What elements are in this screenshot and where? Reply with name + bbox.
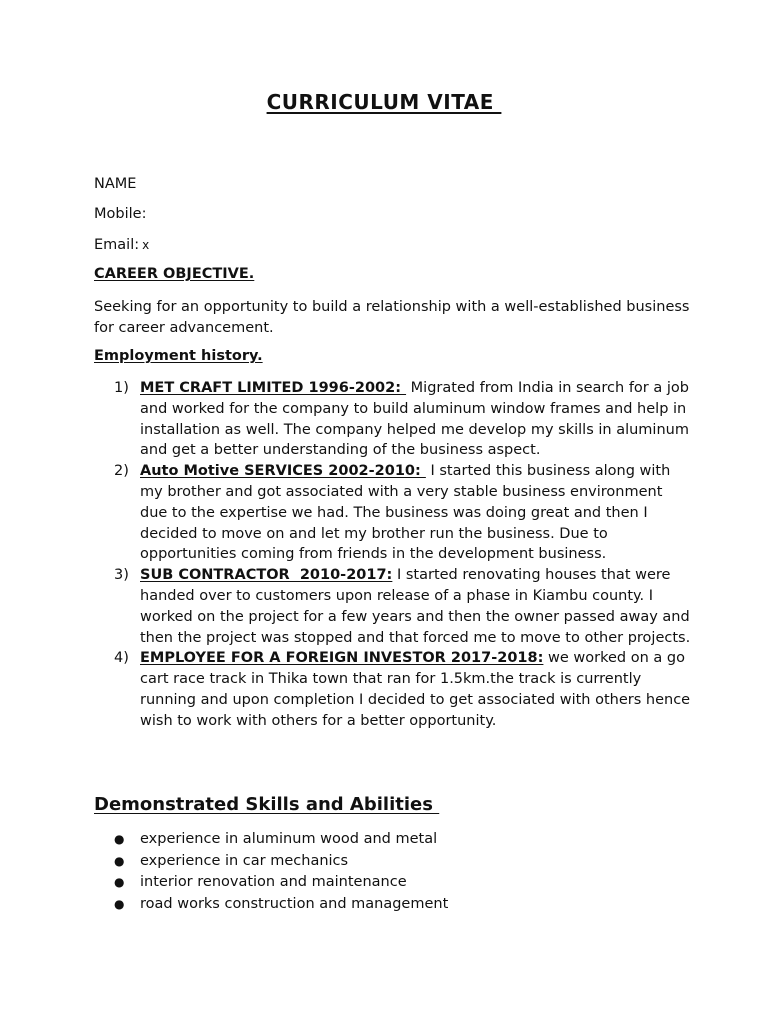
mobile-label: Mobile:	[94, 206, 147, 222]
job-number: 1)	[114, 380, 129, 396]
job-number: 2)	[114, 463, 129, 480]
email-field	[94, 235, 149, 255]
job-description: I started this business along with my brother and got associated with a very stable business environment due to the expertise we had. The business was doing great and then I decided to move on and let my brother run the business. Due to opportunities coming from friends in the development business.	[140, 463, 671, 563]
job-item	[94, 565, 694, 648]
skill-item	[94, 872, 448, 894]
job-description: we worked on a go cart race track in Thika town that ran for 1.5km.the track is currently running and upon completion I decided to get associated with others hence wish to work with others for a better opportunity.	[140, 650, 691, 729]
skill-item	[94, 851, 448, 873]
document-title-text: CURRICULUM VITAE	[266, 90, 502, 114]
bullet-icon: ●	[114, 896, 125, 911]
job-description: I started renovating houses that were handed over to customers upon release of a phase in Kiambu county. I worked on the project for a few years and then the owner passed away and then the project was stopped and that forced me to move to other projects.	[140, 567, 691, 646]
job-number: 4)	[114, 650, 129, 667]
skills-heading-text: Demonstrated Skills and Abilities	[94, 794, 440, 815]
job-title: MET CRAFT LIMITED 1996-2002:	[140, 380, 407, 396]
employment-list	[94, 378, 694, 732]
email-value: x	[142, 238, 150, 252]
skill-text: interior renovation and maintenance	[140, 874, 407, 890]
job-title: SUB CONTRACTOR 2010-2017:	[140, 567, 393, 584]
job-title: Auto Motive SERVICES 2002-2010:	[140, 463, 426, 480]
mobile-field	[94, 204, 146, 224]
bullet-icon: ●	[114, 853, 125, 868]
skills-list	[94, 829, 448, 915]
skills-heading	[94, 794, 439, 815]
name-label: NAME	[94, 176, 137, 192]
bullet-icon: ●	[114, 875, 125, 889]
career-objective-heading: CAREER OBJECTIVE.	[94, 266, 255, 282]
document-title	[0, 90, 768, 114]
job-item	[94, 648, 694, 731]
name-field	[94, 174, 136, 194]
career-objective-text: Seeking for an opportunity to build a relationship with a well-established business for career advancement.	[94, 299, 690, 336]
email-label: Email:	[94, 237, 140, 253]
job-title: EMPLOYEE FOR A FOREIGN INVESTOR 2017-2018:	[140, 650, 544, 667]
skill-text: experience in aluminum wood and metal	[140, 831, 438, 847]
skill-text: experience in car mechanics	[140, 852, 349, 869]
job-number: 3)	[114, 567, 129, 584]
job-item	[94, 461, 694, 565]
skill-text: road works construction and management	[140, 895, 449, 912]
skill-item	[94, 829, 448, 851]
bullet-icon: ●	[114, 832, 125, 846]
employment-history-heading: Employment history.	[94, 348, 263, 364]
job-item	[94, 378, 694, 461]
job-description: Migrated from India in search for a job and worked for the company to build aluminum window frames and help in installation as well. The company helped me develop my skills in aluminum and get a better understanding of the business aspect.	[140, 380, 689, 459]
skill-item	[94, 894, 448, 916]
